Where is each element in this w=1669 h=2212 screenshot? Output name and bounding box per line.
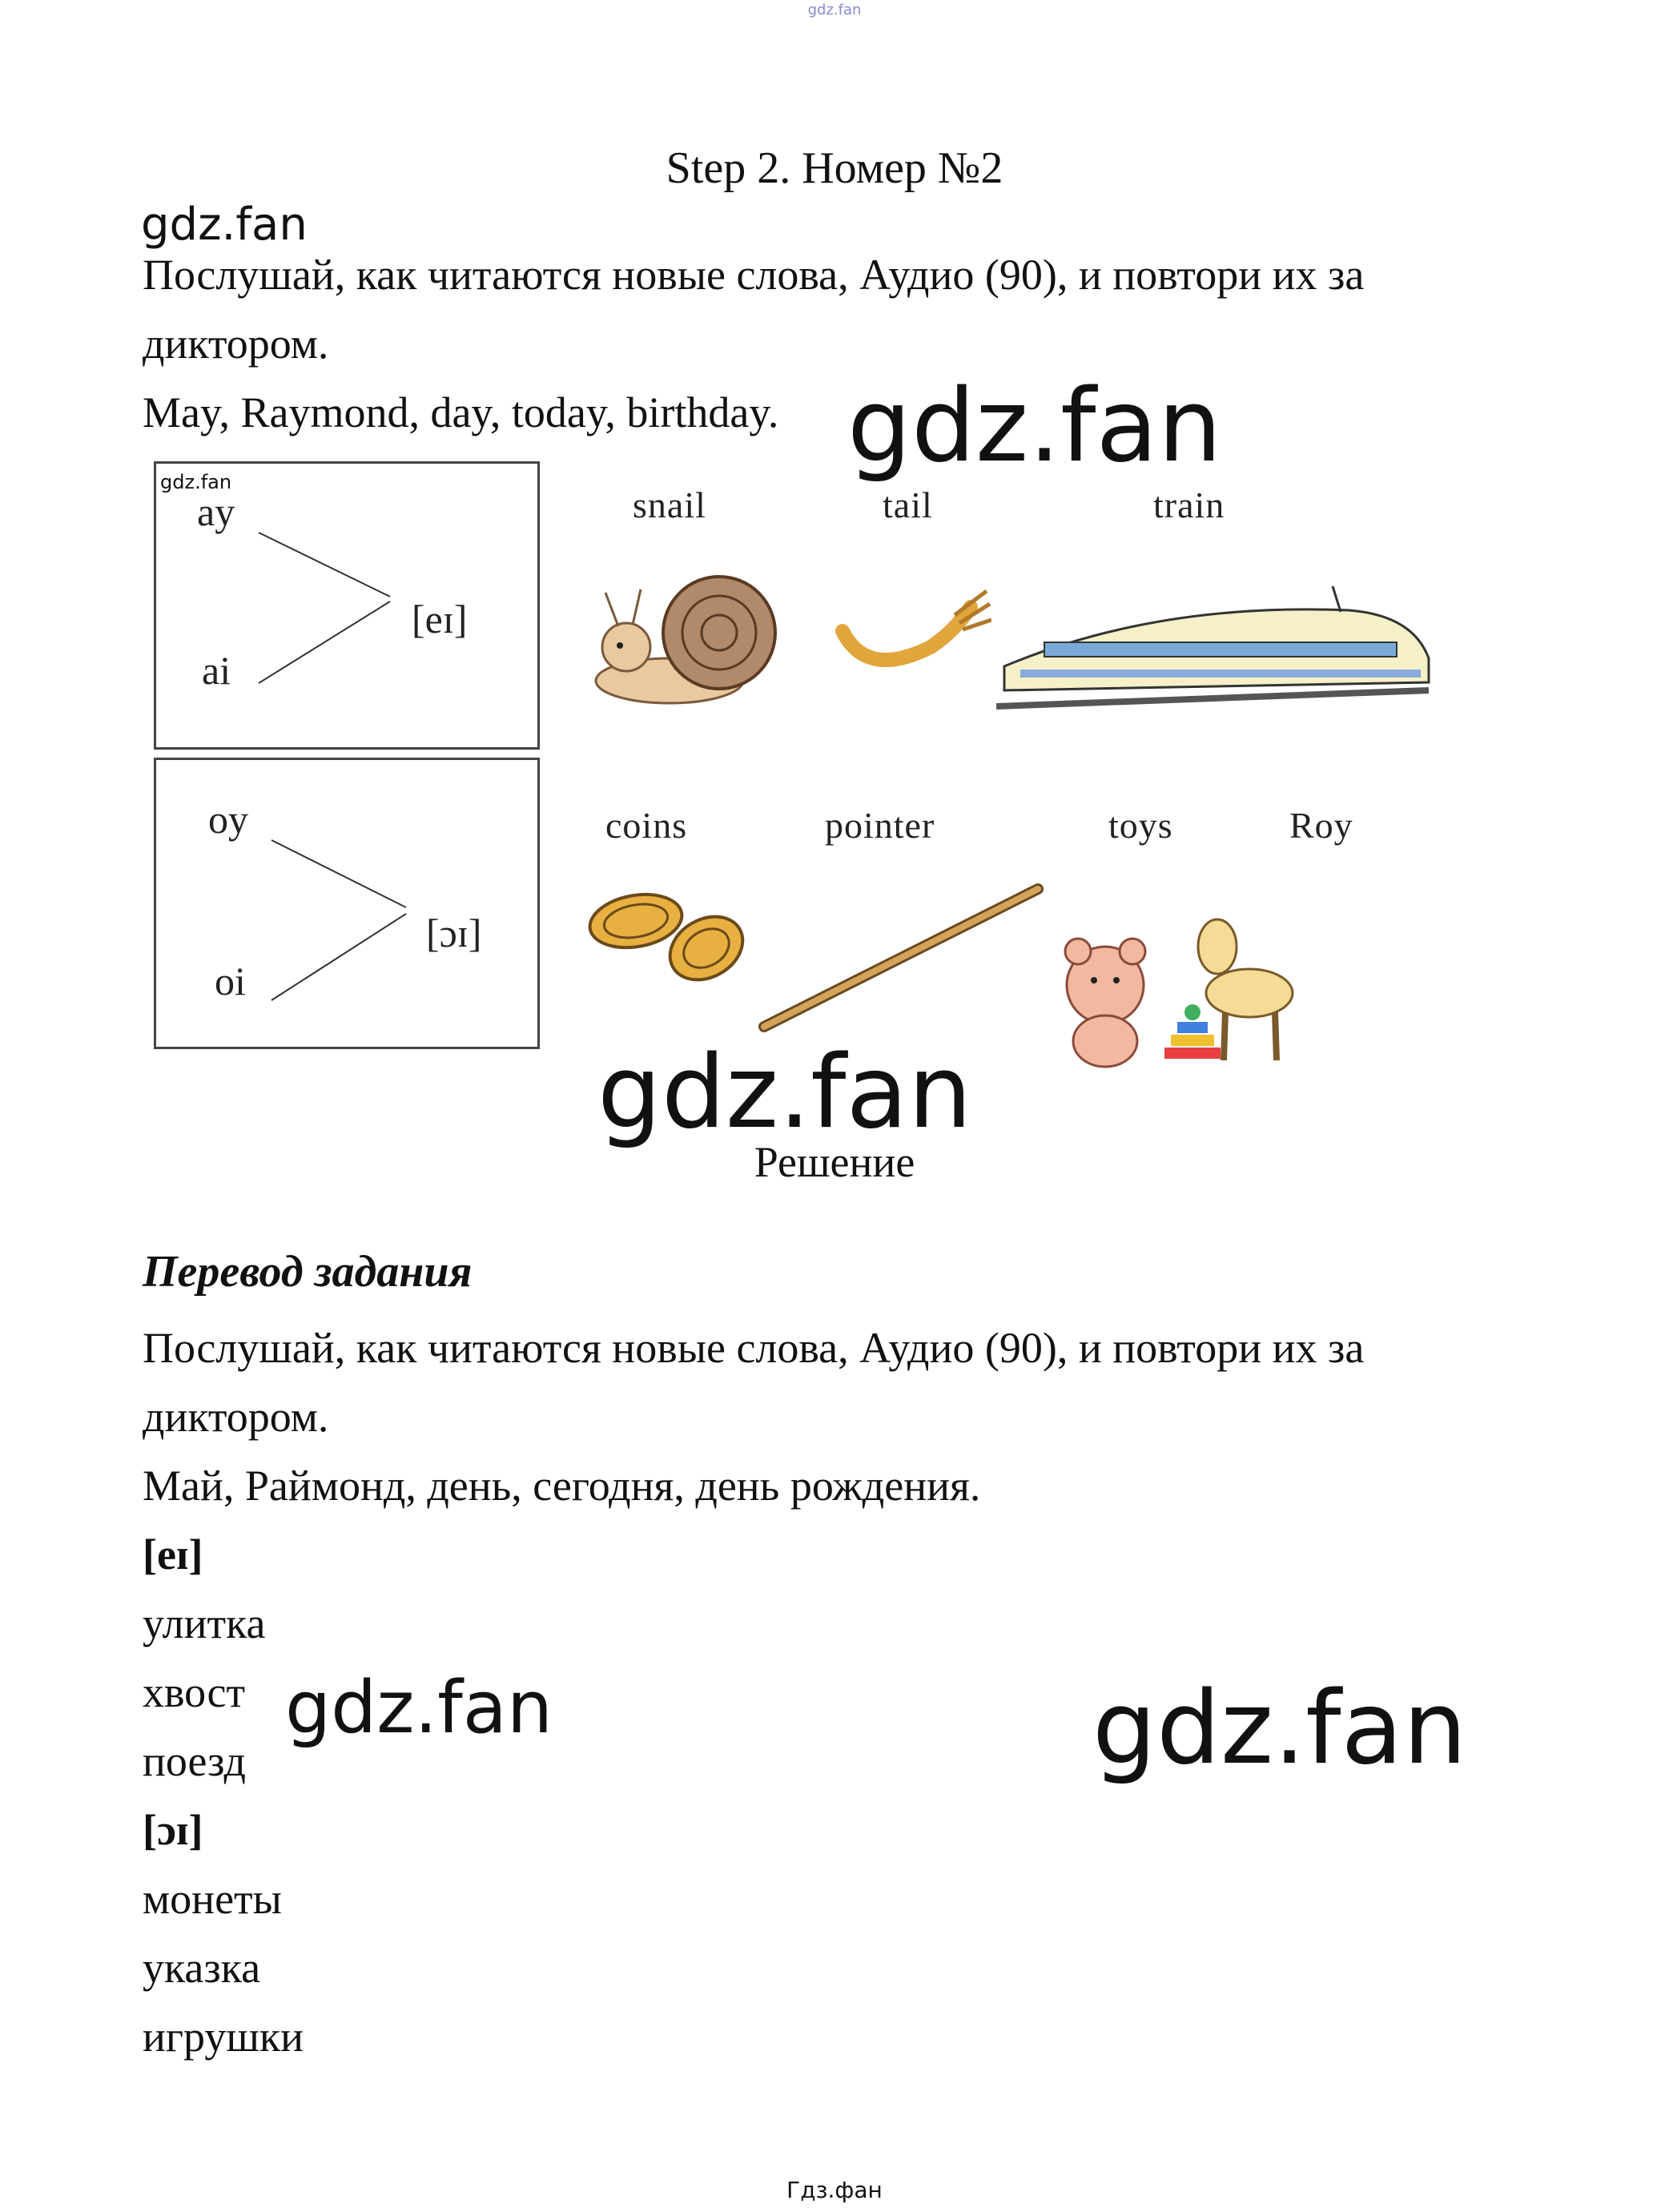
- label-train: train: [1153, 485, 1225, 525]
- coins-image: [585, 884, 753, 988]
- train-image: [996, 570, 1445, 727]
- phonics-sound-oi: [ɔɪ]: [426, 911, 482, 955]
- task-words: May, Raymond, day, today, birthday.: [143, 388, 779, 436]
- phonics-oi: oi: [215, 959, 246, 1003]
- phonics-ay: ay: [197, 489, 235, 534]
- label-roy: Roy: [1289, 805, 1353, 846]
- phonics-oy: oy: [208, 797, 248, 842]
- label-toys: toys: [1108, 805, 1173, 846]
- watermark-big-4: gdz.fan: [1092, 1669, 1467, 1787]
- toys-image: [1049, 900, 1313, 1073]
- translation-word: указка: [143, 1944, 261, 1992]
- translation-sound-ei: [eɪ]: [143, 1530, 203, 1579]
- footer-text: Гдз.фан: [786, 2177, 883, 2203]
- watermark-box: gdz.fan: [160, 471, 232, 493]
- translation-word: улитка: [143, 1599, 266, 1647]
- solution-label: Решение: [754, 1138, 915, 1186]
- label-snail: snail: [633, 485, 706, 525]
- phonics-sound-ei: [eɪ]: [412, 597, 468, 641]
- label-tail: tail: [883, 485, 933, 525]
- task-line-2: диктором.: [143, 320, 329, 368]
- translation-word: игрушки: [143, 2013, 304, 2061]
- tail-image: [834, 583, 991, 679]
- translation-word: хвост: [143, 1668, 246, 1716]
- header-watermark: gdz.fan: [807, 2, 862, 18]
- watermark-big-2: gdz.fan: [597, 1033, 972, 1151]
- page-title: Step 2. Номер №2: [666, 143, 1003, 193]
- label-pointer: pointer: [825, 805, 935, 846]
- phonics-ai: ai: [202, 648, 231, 693]
- watermark-big-1: gdz.fan: [847, 367, 1222, 485]
- label-coins: coins: [605, 805, 688, 846]
- translation-line-3: Май, Раймонд, день, сегодня, день рождения.: [143, 1462, 981, 1510]
- translation-word: поезд: [143, 1737, 247, 1785]
- watermark-top-left: gdz.fan: [141, 199, 308, 251]
- translation-line-2: диктором.: [143, 1393, 329, 1441]
- translation-sound-oi: [ɔɪ]: [143, 1806, 203, 1854]
- task-line-1: Послушай, как читаются новые слова, Аудио (90), и повтори их за: [143, 251, 1365, 299]
- snail-image: [589, 561, 790, 713]
- translation-word: монеты: [143, 1875, 282, 1923]
- translation-heading: Перевод задания: [143, 1247, 473, 1297]
- watermark-big-3: gdz.fan: [285, 1666, 553, 1750]
- translation-line-1: Послушай, как читаются новые слова, Аудио (90), и повтори их за: [143, 1324, 1365, 1372]
- pointer-image: [753, 883, 1049, 1043]
